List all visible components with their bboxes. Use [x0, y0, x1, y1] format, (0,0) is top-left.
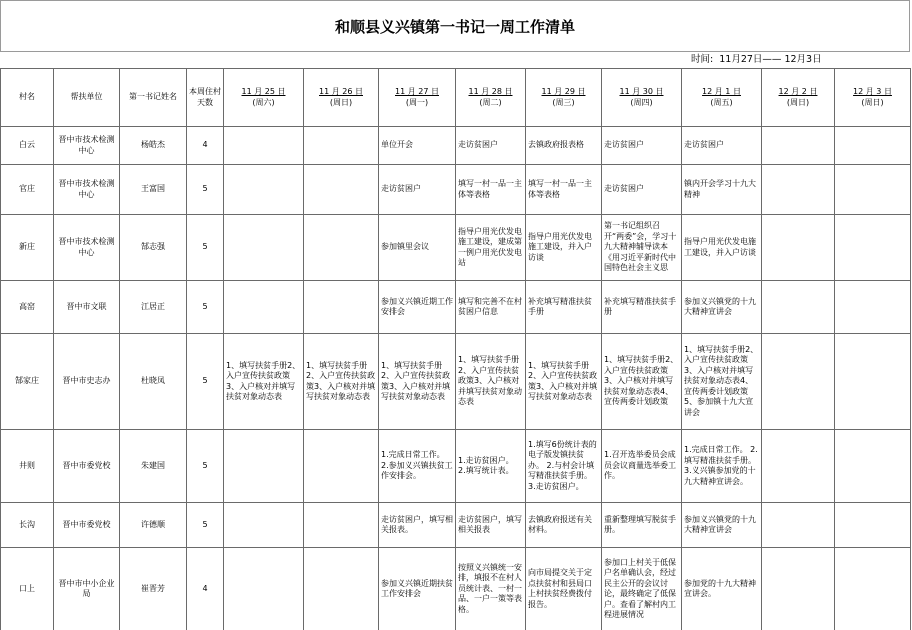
table-row — [1, 503, 911, 548]
task-cell — [224, 430, 304, 503]
header-day-4: 11 月 28 日 (周二) — [456, 69, 526, 127]
work-table — [0, 68, 911, 630]
task-cell: 1、填写扶贫手册2、入户宣传扶贫政策3、入户核对并填写扶贫对象动态表 — [304, 334, 379, 430]
task-cell: 参加镇里会议 — [379, 215, 456, 281]
task-cell: 1、填写扶贫手册2、入户宣传扶贫政策3、入户核对并填写扶贫对象动态表4、宣传两委计划政策 — [602, 334, 682, 430]
task-cell: 第一书记组织召开“两委”会，学习十九大精神辅导读本《用习近平新时代中国特色社会主义思 — [602, 215, 682, 281]
task-cell: 1、填写扶贫手册2、入户宣传扶贫政策3、入户核对并填写扶贫对象动态表 — [456, 334, 526, 430]
task-cell — [224, 281, 304, 334]
table-row — [1, 334, 911, 430]
task-cell — [762, 165, 835, 215]
table-row — [1, 165, 911, 215]
days-cell: 5 — [187, 215, 224, 281]
header-unit: 帮扶单位 — [54, 69, 120, 127]
task-cell: 1、填写扶贫手册2、入户宣传扶贫政策3、入户核对并填写扶贫对象动态表4、宣传两委计划政策5、参加镇十九大宣讲会 — [682, 334, 762, 430]
task-cell: 去镇政府报送有关材料。 — [526, 503, 602, 548]
secretary-cell: 杜晓凤 — [120, 334, 187, 430]
date-range-row — [0, 52, 910, 68]
table-row — [1, 127, 911, 165]
task-cell: 1.走访贫困户。 2.填写统计表。 — [456, 430, 526, 503]
header-secretary: 第一书记姓名 — [120, 69, 187, 127]
task-cell: 指导户用光伏发电施工建设，建成第一例户用光伏发电站 — [456, 215, 526, 281]
days-cell: 5 — [187, 334, 224, 430]
village-cell: 口上 — [1, 548, 54, 630]
village-cell: 白云 — [1, 127, 54, 165]
task-cell — [762, 334, 835, 430]
secretary-cell: 朱建国 — [120, 430, 187, 503]
days-cell: 4 — [187, 548, 224, 630]
task-cell — [835, 334, 911, 430]
task-cell: 走访贫困户，填写相关报表。 — [379, 503, 456, 548]
task-cell — [224, 165, 304, 215]
secretary-cell: 杨皓杰 — [120, 127, 187, 165]
task-cell: 1、填写扶贫手册2、入户宣传扶贫政策3、入户核对并填写扶贫对象动态表 — [379, 334, 456, 430]
task-cell: 1、填写扶贫手册2、入户宣传扶贫政策3、入户核对并填写扶贫对象动态表 — [526, 334, 602, 430]
secretary-cell: 崔晋芳 — [120, 548, 187, 630]
task-cell — [762, 281, 835, 334]
village-cell: 新庄 — [1, 215, 54, 281]
header-day-8: 12 月 2 日 (周日) — [762, 69, 835, 127]
village-cell: 高窑 — [1, 281, 54, 334]
task-cell: 补充填写精准扶贫手册 — [526, 281, 602, 334]
page-title: 和顺县义兴镇第一书记一周工作清单 — [0, 0, 910, 52]
task-cell: 1.完成日常工作。 2.填写精准扶贫手册。3.义兴镇参加党的十九大精神宣讲会。 — [682, 430, 762, 503]
task-cell: 镇内开会学习十九大精神 — [682, 165, 762, 215]
task-cell — [835, 430, 911, 503]
task-cell: 参加义兴镇近期扶贫工作安排会 — [379, 548, 456, 630]
task-cell: 走访贫困户，填写相关报表 — [456, 503, 526, 548]
task-cell: 补充填写精准扶贫手册 — [602, 281, 682, 334]
task-cell: 1.召开选举委员会成员会议商量选举委工作。 — [602, 430, 682, 503]
days-cell: 5 — [187, 281, 224, 334]
days-cell: 4 — [187, 127, 224, 165]
village-cell: 郜家庄 — [1, 334, 54, 430]
table-row — [1, 281, 911, 334]
header-day-2: 11 月 26 日 (周日) — [304, 69, 379, 127]
task-cell: 填写一村一品一主体等表格 — [526, 165, 602, 215]
table-row — [1, 430, 911, 503]
village-cell: 井则 — [1, 430, 54, 503]
task-cell: 走访贫困户 — [602, 127, 682, 165]
task-cell — [835, 165, 911, 215]
header-day-6: 11 月 30 日 (周四) — [602, 69, 682, 127]
task-cell — [762, 430, 835, 503]
task-cell: 按照义兴镇统一安排，填报不在村人员统计表、一村一品、一户一策等表格。 — [456, 548, 526, 630]
task-cell: 参加口上村关于低保户名单确认会，经过民主公开的会议讨论，最终确定了低保户。查看了解村内工程进展情况 — [602, 548, 682, 630]
unit-cell: 晋中市技术检测中心 — [54, 215, 120, 281]
header-day-1: 11 月 25 日 (周六) — [224, 69, 304, 127]
task-cell — [835, 281, 911, 334]
task-cell: 向市局提交关于定点扶贫村和县局口上村扶贫经费拨付报告。 — [526, 548, 602, 630]
days-cell: 5 — [187, 165, 224, 215]
time-range: 时间: 11月27日—— 12月3日 — [691, 54, 822, 65]
task-cell — [762, 503, 835, 548]
task-cell: 填写和完善不在村贫困户信息 — [456, 281, 526, 334]
task-cell — [304, 165, 379, 215]
task-cell: 重新整理填写脱贫手册。 — [602, 503, 682, 548]
task-cell: 参加义兴镇近期工作安排会 — [379, 281, 456, 334]
task-cell — [762, 215, 835, 281]
task-cell — [224, 503, 304, 548]
task-cell: 走访贫困户 — [379, 165, 456, 215]
task-cell — [835, 127, 911, 165]
unit-cell: 晋中市技术检测中心 — [54, 165, 120, 215]
task-cell — [762, 548, 835, 630]
secretary-cell: 郜志强 — [120, 215, 187, 281]
header-day-7: 12 月 1 日 (周五) — [682, 69, 762, 127]
task-cell — [224, 127, 304, 165]
secretary-cell: 江居正 — [120, 281, 187, 334]
secretary-cell: 许德顺 — [120, 503, 187, 548]
header-village: 村名 — [1, 69, 54, 127]
task-cell — [762, 127, 835, 165]
task-cell: 1.完成日常工作。 2.参加义兴镇扶贫工作安排会。 — [379, 430, 456, 503]
table-row — [1, 215, 911, 281]
task-cell: 走访贫困户 — [602, 165, 682, 215]
task-cell — [835, 503, 911, 548]
task-cell — [304, 215, 379, 281]
task-cell — [304, 548, 379, 630]
secretary-cell: 王富国 — [120, 165, 187, 215]
task-cell — [304, 127, 379, 165]
village-cell: 长沟 — [1, 503, 54, 548]
task-cell: 参加义兴镇党的十九大精神宣讲会 — [682, 503, 762, 548]
days-cell: 5 — [187, 503, 224, 548]
task-cell: 指导户用光伏发电施工建设，并入户访谈 — [682, 215, 762, 281]
unit-cell: 晋中市技术检测中心 — [54, 127, 120, 165]
header-day-3: 11 月 27 日 (周一) — [379, 69, 456, 127]
task-cell: 1.填写6份统计表的电子版发镇扶贫办。 2.与村会计填写精准扶贫手册。 3.走访贫困户。 — [526, 430, 602, 503]
unit-cell: 晋中市中小企业局 — [54, 548, 120, 630]
task-cell — [304, 281, 379, 334]
task-cell: 参加党的十九大精神宣讲会。 — [682, 548, 762, 630]
unit-cell: 晋中市委党校 — [54, 430, 120, 503]
task-cell: 走访贫困户 — [456, 127, 526, 165]
task-cell: 去镇政府报表格 — [526, 127, 602, 165]
unit-cell: 晋中市文联 — [54, 281, 120, 334]
unit-cell: 晋中市史志办 — [54, 334, 120, 430]
task-cell — [304, 430, 379, 503]
unit-cell: 晋中市委党校 — [54, 503, 120, 548]
task-cell: 单位开会 — [379, 127, 456, 165]
task-cell — [835, 215, 911, 281]
task-cell — [224, 215, 304, 281]
task-cell: 1、填写扶贫手册2、入户宣传扶贫政策3、入户核对并填写扶贫对象动态表 — [224, 334, 304, 430]
header-day-5: 11 月 29 日 (周三) — [526, 69, 602, 127]
task-cell — [835, 548, 911, 630]
task-cell — [304, 503, 379, 548]
task-cell — [224, 548, 304, 630]
task-cell: 走访贫困户 — [682, 127, 762, 165]
header-row — [1, 69, 911, 127]
village-cell: 官庄 — [1, 165, 54, 215]
task-cell: 参加义兴镇党的十九大精神宣讲会 — [682, 281, 762, 334]
task-cell: 填写一村一品一主体等表格 — [456, 165, 526, 215]
days-cell: 5 — [187, 430, 224, 503]
task-cell: 指导户用光伏发电施工建设，并入户访谈 — [526, 215, 602, 281]
header-days: 本周住村天数 — [187, 69, 224, 127]
table-row — [1, 548, 911, 630]
header-day-9: 12 月 3 日 (周日) — [835, 69, 911, 127]
